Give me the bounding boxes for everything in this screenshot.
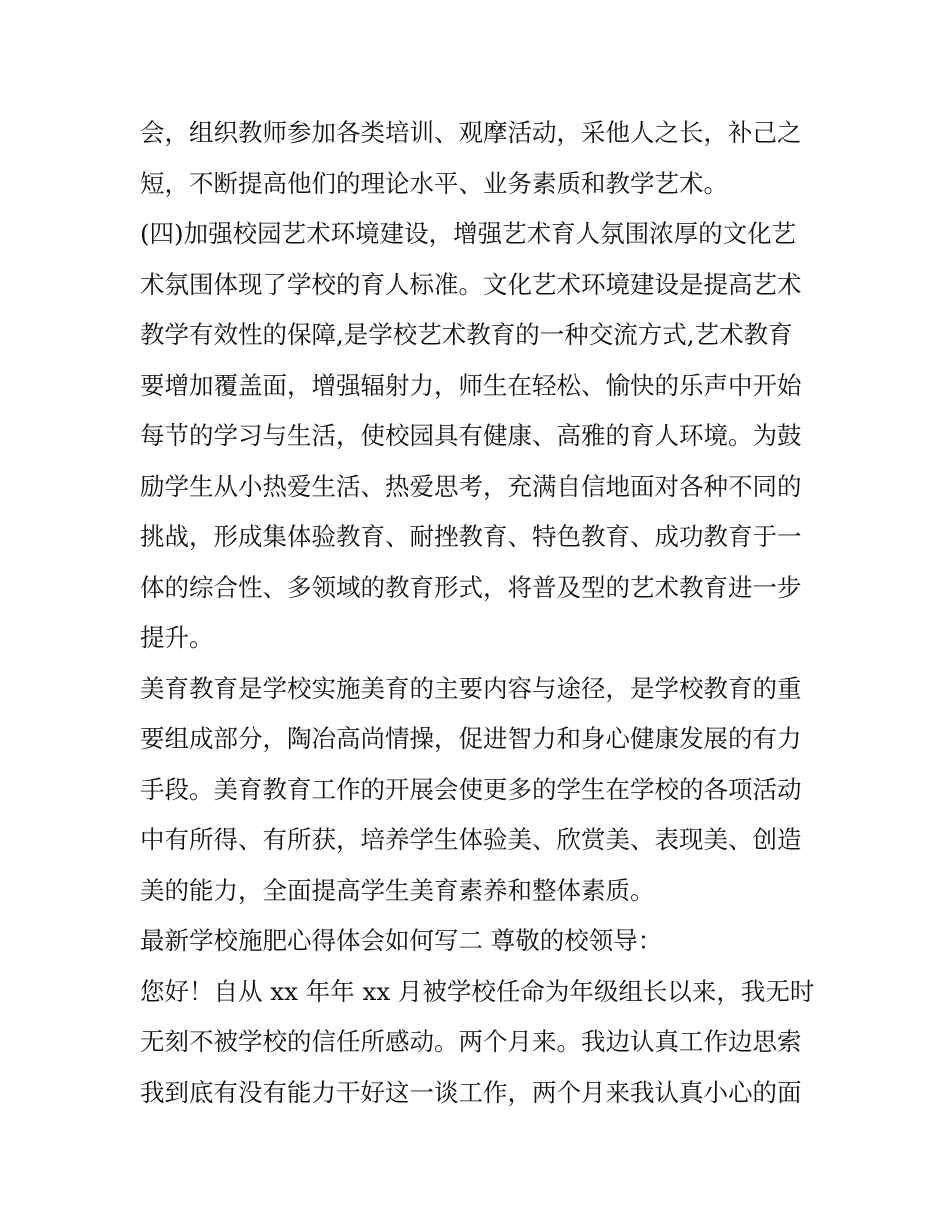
- text-line: 短，不断提高他们的理论水平、业务素质和教学艺术。: [140, 168, 728, 198]
- text-line: 您好！自从 xx 年年 xx 月被学校任命为年级组长以来，我无时: [140, 976, 815, 1006]
- text-line: 手段。美育教育工作的开展会使更多的学生在学校的各项活动: [140, 774, 802, 804]
- text-line: 中有所得、有所获，培养学生体验美、欣赏美、表现美、创造: [140, 825, 802, 854]
- text-line: (四)加强校园艺术环境建设，增强艺术育人氛围浓厚的文化艺: [140, 219, 797, 248]
- text-line: 术氛围体现了学校的育人标准。文化艺术环境建设是提高艺术: [140, 269, 802, 299]
- text-line: 美的能力，全面提高学生美育素养和整体素质。: [140, 875, 655, 905]
- text-line: 我到底有没有能力干好这一谈工作，两个月来我认真小心的面: [140, 1077, 802, 1107]
- text-line: 每节的学习与生活，使校园具有健康、高雅的育人环境。为鼓: [140, 421, 802, 450]
- text-line: 要增加覆盖面，增强辐射力，师生在轻松、愉快的乐声中开始: [140, 370, 802, 400]
- text-line: 体的综合性、多领域的教育形式，将普及型的艺术教育进一步: [140, 572, 802, 602]
- text-line: 教学有效性的保障,是学校艺术教育的一种交流方式,艺术教育: [140, 320, 793, 349]
- text-line: 励学生从小热爱生活、热爱思考，充满自信地面对各种不同的: [140, 471, 802, 501]
- text-line: 要组成部分，陶冶高尚情操，促进智力和身心健康发展的有力: [140, 724, 802, 753]
- text-line: 无刻不被学校的信任所感动。两个月来。我边认真工作边思索: [140, 1027, 802, 1056]
- body-text: [140, 108, 830, 1118]
- text-line: 挑战，形成集体验教育、耐挫教育、特色教育、成功教育于一: [140, 522, 802, 551]
- text-line: 提升。: [140, 623, 214, 652]
- section-heading: 最新学校施肥心得体会如何写二 尊敬的校领导：: [140, 926, 663, 955]
- text-line: 会，组织教师参加各类培训、观摩活动，采他人之长，补己之: [140, 118, 802, 147]
- text-line: 美育教育是学校实施美育的主要内容与途径，是学校教育的重: [140, 673, 802, 703]
